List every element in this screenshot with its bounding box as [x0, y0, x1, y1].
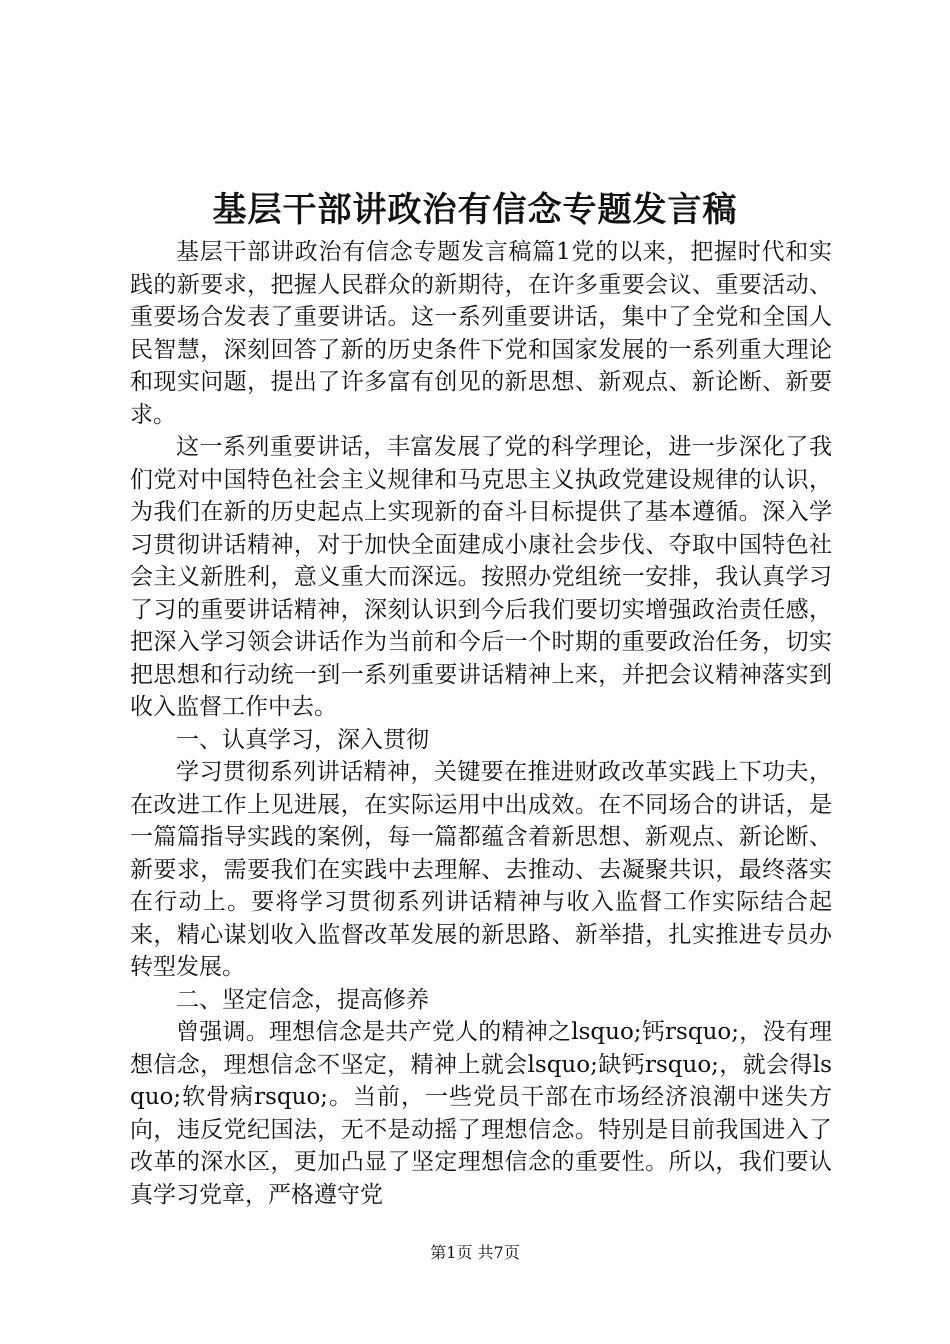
paragraph-learning-significance: 这一系列重要讲话，丰富发展了党的科学理论，进一步深化了我们党对中国特色社会主义规律和马克思主义执政党建设规律的认识，为我们在新的历史起点上实现新的奋斗目标提供了基本遵循。深入学习贯彻讲话精神，对于加快全面建成小康社会步伐、夺取中国特色社会主义新胜利，意义重大而深远。按照办党组统一安排，我认真学习了习的重要讲话精神，深刻认识到今后我们要切实增强政治责任感，把深入学习领会讲话作为当前和今后一个时期的重要政治任务，切实把思想和行动统一到一系列重要讲话精神上来，并把会议精神落实到收入监督工作中去。	[130, 434, 832, 720]
section-heading-2: 二、坚定信念，提高修养	[176, 986, 429, 1013]
document-body	[130, 236, 832, 1211]
paragraph-section-1: 学习贯彻系列讲话精神，关键要在推进财政改革实践上下功夫，在改进工作上见进展，在实际运用中出成效。在不同场合的讲话，是一篇篇指导实践的案例，每一篇都蕴含着新思想、新观点、新论断、新要求，需要我们在实践中去理解、去推动、去凝聚共识，最终落实在行动上。要将学习贯彻系列讲话精神与收入监督工作实际结合起来，精心谋划收入监督改革发展的新思路、新举措，扎实推进专员办转型发展。	[130, 759, 832, 980]
paragraph-section-2: 曾强调。理想信念是共产党人的精神之lsquo;钙rsquo;，没有理想信念，理想信念不坚定，精神上就会lsquo;缺钙rsquo;，就会得lsquo;软骨病rsquo;。当前，一些党员干部在市场经济浪潮中迷失方向，违反党纪国法，无不是动摇了理想信念。特别是目前我国进入了改革的深水区，更加凸显了坚定理想信念的重要性。所以，我们要认真学习党章，严格遵守党	[130, 1019, 832, 1208]
document-title: 基层干部讲政治有信念专题发言稿	[212, 190, 738, 230]
paragraph-intro: 基层干部讲政治有信念专题发言稿篇1党的以来，把握时代和实践的新要求，把握人民群众的新期待，在许多重要会议、重要活动、重要场合发表了重要讲话。这一系列重要讲话，集中了全党和全国人民智慧，深刻回答了新的历史条件下党和国家发展的一系列重大理论和现实问题，提出了许多富有创见的新思想、新观点、新论断、新要求。	[130, 239, 832, 428]
section-heading-1: 一、认真学习，深入贯彻	[176, 726, 429, 753]
page-footer: 第1页 共7页	[430, 1243, 520, 1262]
